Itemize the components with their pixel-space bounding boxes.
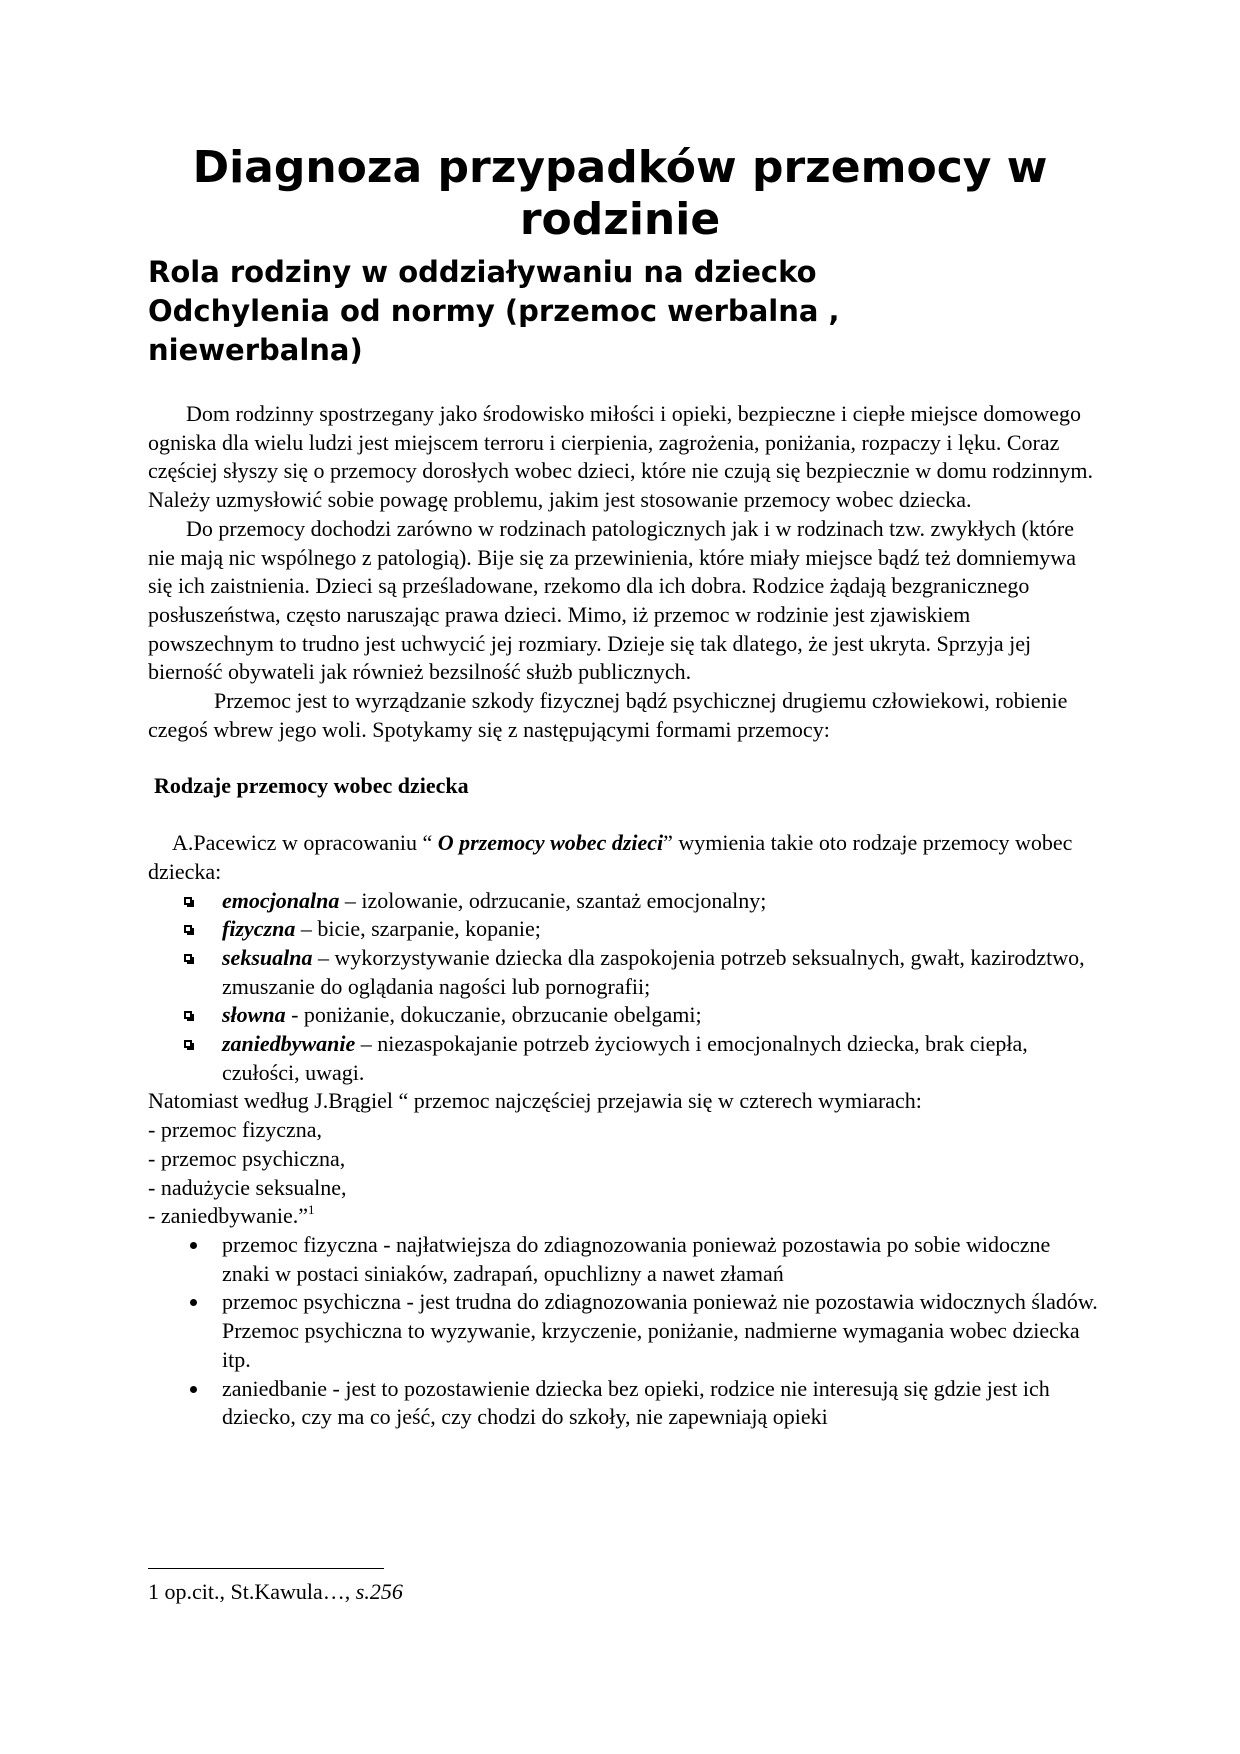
diagnosis-list xyxy=(148,1231,1098,1432)
list-item xyxy=(148,1001,1098,1030)
dimension-text: - zaniedbywanie.” xyxy=(148,1203,309,1229)
section-heading: Rodzaje przemocy wobec dziecka xyxy=(154,773,469,799)
bullet-icon xyxy=(190,1242,197,1249)
bullet-icon xyxy=(190,1299,197,1306)
paragraph: Dom rodzinny spostrzegany jako środowisko miłości i opieki, bezpieczne i ciepłe miejsce domowego ogniska dla wielu ludzi jest miejscem terroru i cierpienia, zagrożenia, poniżania, rozpaczy i lęku. Coraz częściej słyszy się o przemocy dorosłych wobec dzieci, które nie czują się bezpiecznie w domu rodzinnym. Należy uzmysłowić sobie powagę problemu, jakim jest stosowanie przemocy wobec dziecka. xyxy=(148,401,1094,513)
type-desc: – bicie, szarpanie, kopanie; xyxy=(295,916,541,942)
checkbox-bullet-icon xyxy=(184,897,192,905)
footnote-separator xyxy=(148,1568,384,1569)
list-item xyxy=(148,1030,1098,1087)
bullet-icon xyxy=(190,1386,197,1393)
document-body xyxy=(148,400,1098,1432)
violence-types-list xyxy=(148,887,1098,1088)
subtitle-line: Odchylenia od normy (przemoc werbalna , xyxy=(148,294,840,328)
list-item xyxy=(148,915,1098,944)
bullet-text: przemoc psychiczna - jest trudna do zdiagnozowania ponieważ nie pozostawia widocznych śladów. Przemoc psychiczna to wyzywanie, krzyczenie, poniżanie, nadmierne wymagania wobec dziecka itp. xyxy=(222,1289,1098,1372)
type-term: emocjonalna xyxy=(222,887,340,913)
checkbox-bullet-icon xyxy=(184,954,192,962)
dimension-line xyxy=(148,1202,1098,1231)
type-desc: - poniżanie, dokuczanie, obrzucanie obelgami; xyxy=(285,1002,702,1028)
bragiel-intro: Natomiast według J.Brągiel “ przemoc najczęściej przejawia się w czterech wymiarach: xyxy=(148,1088,922,1114)
paragraph: Przemoc jest to wyrządzanie szkody fizycznej bądź psychicznej drugiemu człowiekowi, robienie czegoś wbrew jego woli. Spotykamy się z następującymi formami przemocy: xyxy=(148,688,1068,742)
list-item xyxy=(148,1288,1098,1374)
work-title: O przemocy wobec dzieci xyxy=(437,830,664,856)
list-item xyxy=(148,1375,1098,1432)
type-term: zaniedbywanie xyxy=(222,1031,356,1057)
type-desc: – niezaspokajanie potrzeb życiowych i emocjonalnych dziecka, brak ciepła, czułości, uwagi. xyxy=(222,1031,1028,1085)
checkbox-bullet-icon xyxy=(184,1040,192,1048)
pacewicz-suffix: ” wymienia takie oto rodzaje przemocy wobec dziecka: xyxy=(148,830,1073,884)
document-subtitle xyxy=(148,253,1108,370)
footnote-text: 1 op.cit., St.Kawula…, xyxy=(148,1579,356,1604)
checkbox-bullet-icon xyxy=(184,1011,192,1019)
pacewicz-prefix: A.Pacewicz w opracowaniu “ xyxy=(172,830,438,856)
subtitle-line: niewerbalna) xyxy=(148,333,363,367)
subtitle-line: Rola rodziny w oddziaływaniu na dziecko xyxy=(148,255,817,289)
footnote-reference[interactable]: 1 xyxy=(308,1202,315,1218)
footnote-page: s.256 xyxy=(355,1579,403,1604)
footnote xyxy=(148,1578,403,1606)
type-desc: – wykorzystywanie dziecka dla zaspokojenia potrzeb seksualnych, gwałt, kazirodztwo, zmuszanie do oglądania nagości lub pornografii; xyxy=(222,944,1085,999)
list-item xyxy=(148,1231,1098,1288)
document-title: Diagnoza przypadków przemocy w rodzinie xyxy=(192,142,1048,245)
type-term: słowna xyxy=(222,1002,286,1028)
dimension-line: - przemoc fizyczna, xyxy=(148,1117,323,1143)
type-term: fizyczna xyxy=(222,916,296,942)
paragraph: Do przemocy dochodzi zarówno w rodzinach patologicznych jak i w rodzinach tzw. zwykłych (które nie mają nic wspólnego z patologią). Bije się za przewinienia, które miały miejsce bądź też domniemywa się ich zaistnienia. Dzieci są prześladowane, rzekomo dla ich dobra. Rodzice żądają bezgranicznego posłuszeństwa, często naruszając prawa dzieci. Mimo, iż przemoc w rodzinie jest zjawiskiem powszechnym to trudno jest uchwycić jej rozmiary. Dzieje się tak dlatego, że jest ukryta. Sprzyja jej bierność obywateli jak również bezsilność służb publicznych. xyxy=(148,515,1076,685)
dimension-line: - przemoc psychiczna, xyxy=(148,1145,346,1171)
dimension-line: - nadużycie seksualne, xyxy=(148,1174,347,1200)
type-desc: – izolowanie, odrzucanie, szantaż emocjonalny; xyxy=(339,887,767,913)
type-term: seksualna xyxy=(222,944,313,970)
bullet-text: zaniedbanie - jest to pozostawienie dziecka bez opieki, rodzice nie interesują się gdzie jest ich dziecko, czy ma co jeść, czy chodzi do szkoły, nie zapewniają opieki xyxy=(222,1375,1050,1430)
checkbox-bullet-icon xyxy=(184,925,192,933)
pacewicz-intro xyxy=(148,829,1098,886)
list-item xyxy=(148,944,1098,1001)
bullet-text: przemoc fizyczna - najłatwiejsza do zdiagnozowania ponieważ pozostawia po sobie widoczne znaki w postaci siniaków, zadrapań, opuchlizny a nawet złamań xyxy=(222,1231,1051,1286)
list-item xyxy=(148,887,1098,916)
